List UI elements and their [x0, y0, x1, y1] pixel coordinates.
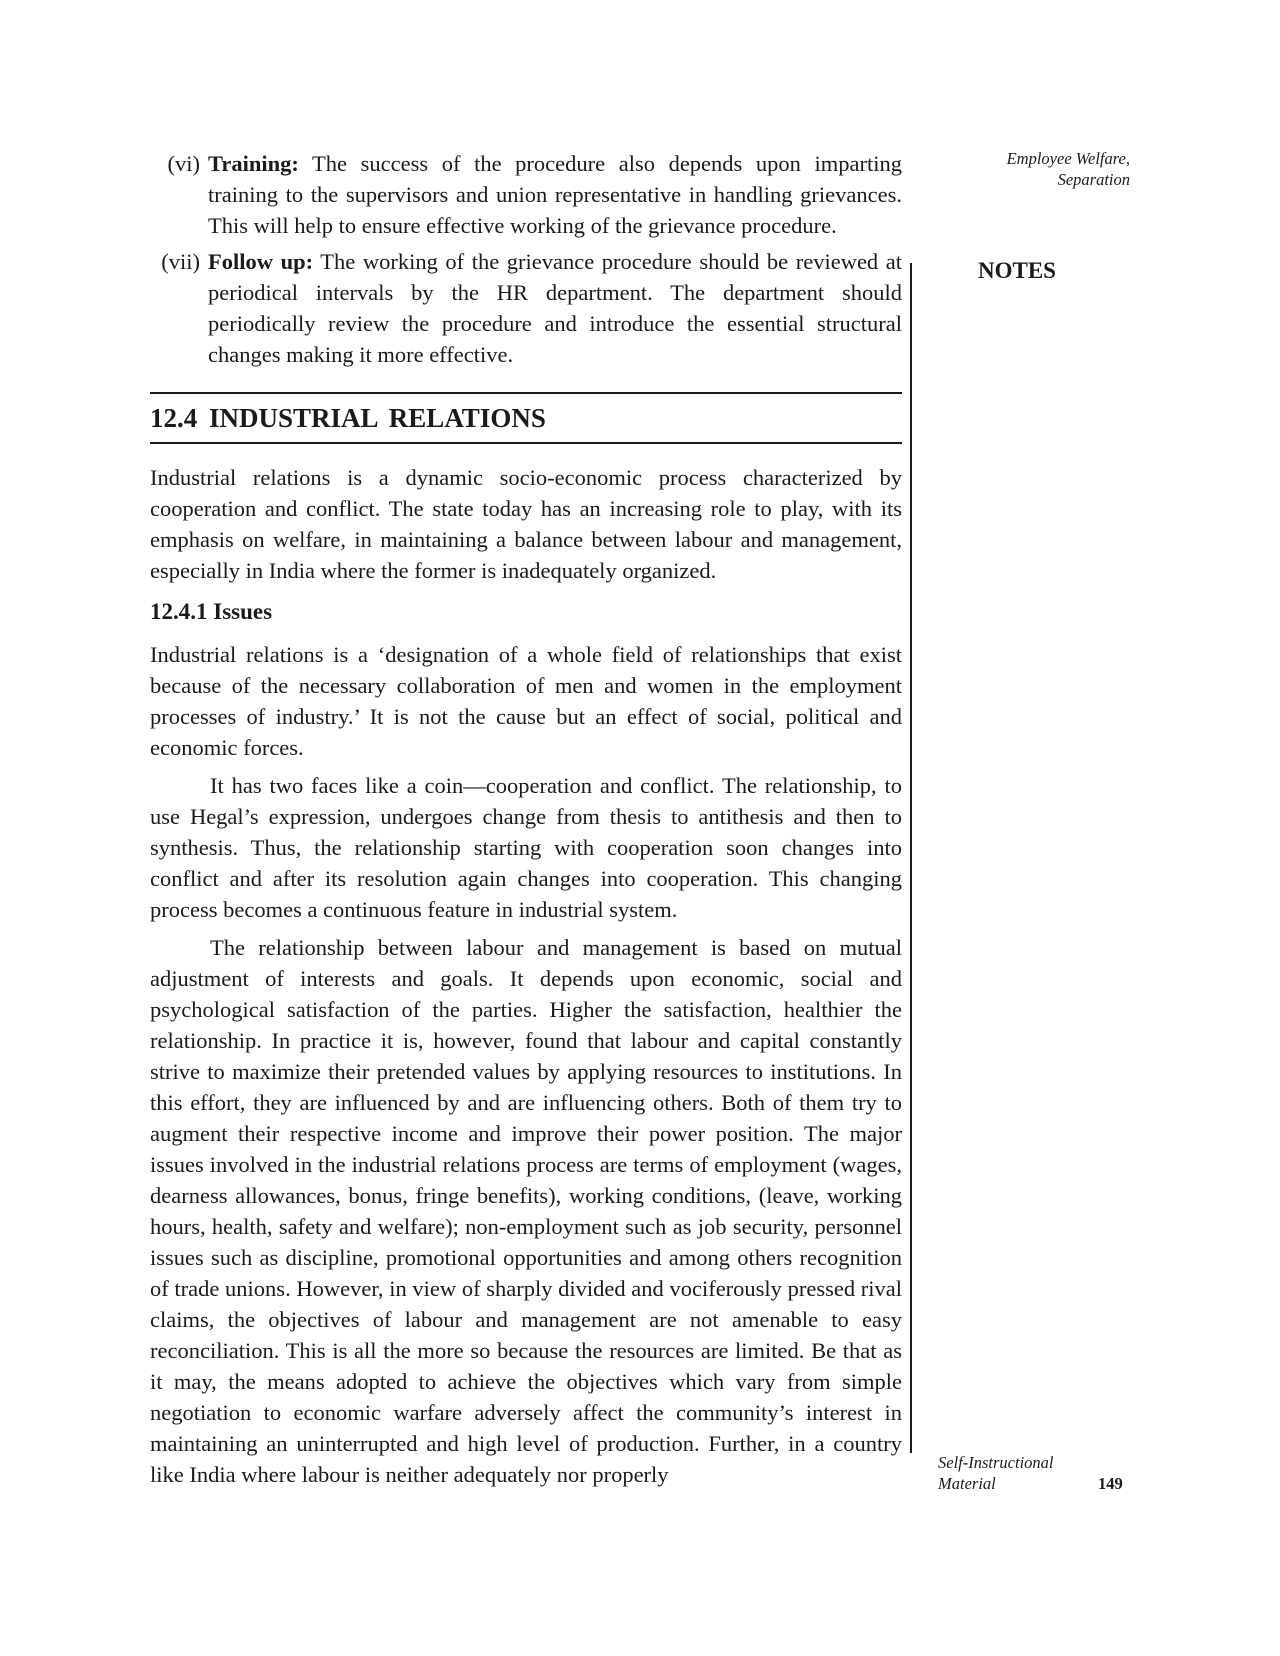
body-paragraph-3: The relationship between labour and management is based on mutual adjustment of interests and goals. It depends upon economic, social and psychological satisfaction of the parties. Higher the satisfaction, healthier the relationship. In practice it is, however, found that labour and capital constantly strive to maximize their pretended values by applying resources to institutions. In this effort, they are influenced by and are influencing others. Both of them try to augment their respective income and improve their power position. The major issues involved in the industrial relations process are terms of employment (wages, dearness allowances, bonus, fringe benefits), working conditions, (leave, working hours, health, safety and welfare); non-employment such as job security, personnel issues such as discipline, promotional opportunities and among others recognition of trade unions. However, in view of sharply divided and vociferously pressed rival claims, the objectives of labour and management are not amenable to easy reconciliation. This is all the more so because the resources are limited. Be that as it may, the means adopted to achieve the objectives which vary from simple negotiation to economic warfare adversely affect the community’s interest in maintaining an uninterrupted and high level of production. Further, in a country like India where labour is neither adequately nor properly: [150, 935, 902, 1487]
list-item-number: (vii): [161, 249, 200, 274]
list-item-training: [150, 148, 902, 241]
running-head-line-1: Employee Welfare,: [1006, 149, 1130, 168]
running-head: [870, 148, 1130, 190]
page-number: 149: [1098, 1474, 1123, 1493]
main-text-column: [150, 148, 902, 1490]
list-item-number: (vi): [167, 151, 200, 176]
section-intro-paragraph: Industrial relations is a dynamic socio-economic process characterized by cooperation and conflict. The state today has an increasing role to play, with its emphasis on welfare, in maintaining a balance between labour and management, especially in India where the former is inadequately organized.: [150, 465, 902, 583]
body-paragraph-1: Industrial relations is a ‘designation of a whole field of relationships that exist because of the necessary collaboration of men and women in the employment processes of industry.’ It is not the cause but an effect of social, political and economic forces.: [150, 642, 902, 760]
list-item-term: Follow up:: [208, 249, 314, 274]
list-item-body: [208, 246, 902, 370]
body-paragraph-2: It has two faces like a coin—cooperation and conflict. The relationship, to use Hegal’s expression, undergoes change from thesis to antithesis and then to synthesis. Thus, the relationship starting with cooperation soon changes into conflict and after its resolution again changes into cooperation. This changing process becomes a continuous feature in industrial system.: [150, 773, 902, 922]
subsection-heading: 12.4.1 Issues: [150, 599, 273, 624]
section-heading: 12.4 INDUSTRIAL RELATIONS: [150, 403, 546, 433]
list-item-text: The success of the procedure also depends upon imparting training to the supervisors and union representative in handling grievances. This will help to ensure effective working of the grievance procedure.: [208, 151, 902, 238]
footer-label-line-1: Self-Instructional: [938, 1453, 1054, 1472]
list-item-body: [208, 148, 902, 241]
section-rule-bottom: [150, 442, 902, 444]
margin-divider-line: [910, 263, 912, 1453]
list-item-text: The working of the grievance procedure should be reviewed at periodical intervals by the HR department. The department should periodically review the procedure and introduce the essential structural changes making it more effective.: [208, 249, 902, 367]
list-item-follow-up: [150, 246, 902, 370]
list-item-term: Training:: [208, 151, 299, 176]
running-head-line-2: Separation: [1057, 170, 1130, 189]
footer-label-line-2: Material: [938, 1474, 996, 1493]
notes-label: NOTES: [978, 258, 1056, 283]
footer-label: [938, 1452, 1053, 1494]
